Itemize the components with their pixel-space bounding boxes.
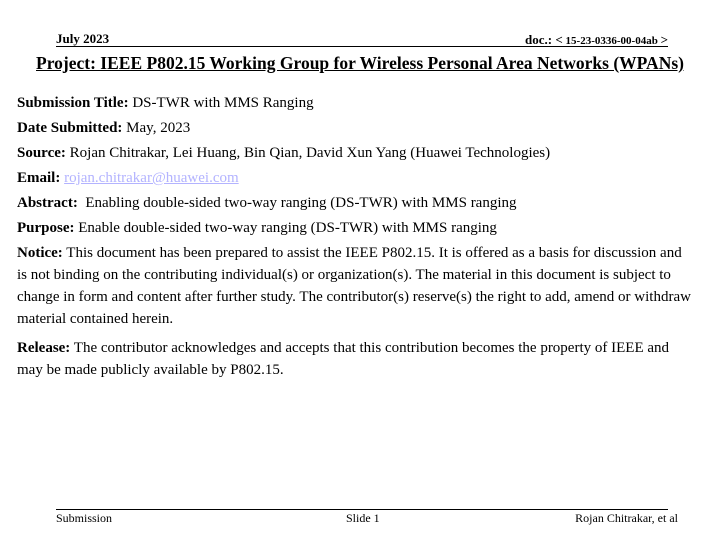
- abstract-field: [17, 192, 692, 214]
- submission-title-value: DS-TWR with MMS Ranging: [128, 95, 314, 111]
- email-link[interactable]: rojan.chitrakar@huawei.com: [64, 170, 239, 186]
- submission-title-label: Submission Title:: [17, 95, 129, 111]
- purpose-label: Purpose:: [17, 220, 75, 236]
- header-divider: [56, 46, 668, 47]
- abstract-label: Abstract:: [17, 195, 78, 211]
- header-date: July 2023: [56, 31, 110, 46]
- abstract-value: Enabling double-sided two-way ranging (DS-TWR) with MMS ranging: [77, 195, 517, 211]
- release-value: The contributor acknowledges and accepts that this contribution becomes the property of IEEE and may be made publicly available by P802.15.: [17, 340, 670, 378]
- doc-label: doc.:: [525, 32, 556, 47]
- date-submitted-label: Date Submitted:: [17, 120, 123, 136]
- date-submitted-value: May, 2023: [122, 120, 191, 136]
- doc-number: 15-23-0336-00-04ab: [562, 35, 661, 47]
- notice-field: [17, 242, 692, 330]
- cover-fields: [17, 92, 692, 384]
- date-submitted-field: [17, 117, 692, 139]
- footer-slide-number: Slide 1: [346, 511, 380, 525]
- source-value: Rojan Chitrakar, Lei Huang, Bin Qian, David Xun Yang (Huawei Technologies): [65, 145, 551, 161]
- email-field: [17, 167, 692, 189]
- notice-label: Notice:: [17, 245, 63, 261]
- notice-value: This document has been prepared to assist the IEEE P802.15. It is offered as a basis for discussion and is not binding on the contributing individual(s) or organization(s). The material in this document is subject to change in form and content after further study. The contributor(s) reserve(s) the right to add, amend or withdraw material contained herein.: [17, 245, 691, 327]
- release-field: [17, 337, 692, 381]
- doc-close-bracket: >: [660, 32, 668, 47]
- footer-author: Rojan Chitrakar, et al: [575, 511, 678, 525]
- submission-title-field: [17, 92, 692, 114]
- source-field: [17, 142, 692, 164]
- footer-divider: [56, 509, 668, 510]
- footer-submission: Submission: [56, 511, 113, 525]
- email-label: Email:: [17, 170, 61, 186]
- release-label: Release:: [17, 340, 71, 356]
- doc-open-bracket: <: [555, 32, 563, 47]
- purpose-value: Enable double-sided two-way ranging (DS-TWR) with MMS ranging: [74, 220, 497, 236]
- source-label: Source:: [17, 145, 66, 161]
- purpose-field: [17, 217, 692, 239]
- project-title: Project: IEEE P802.15 Working Group for Wireless Personal Area Networks (WPANs): [36, 53, 684, 73]
